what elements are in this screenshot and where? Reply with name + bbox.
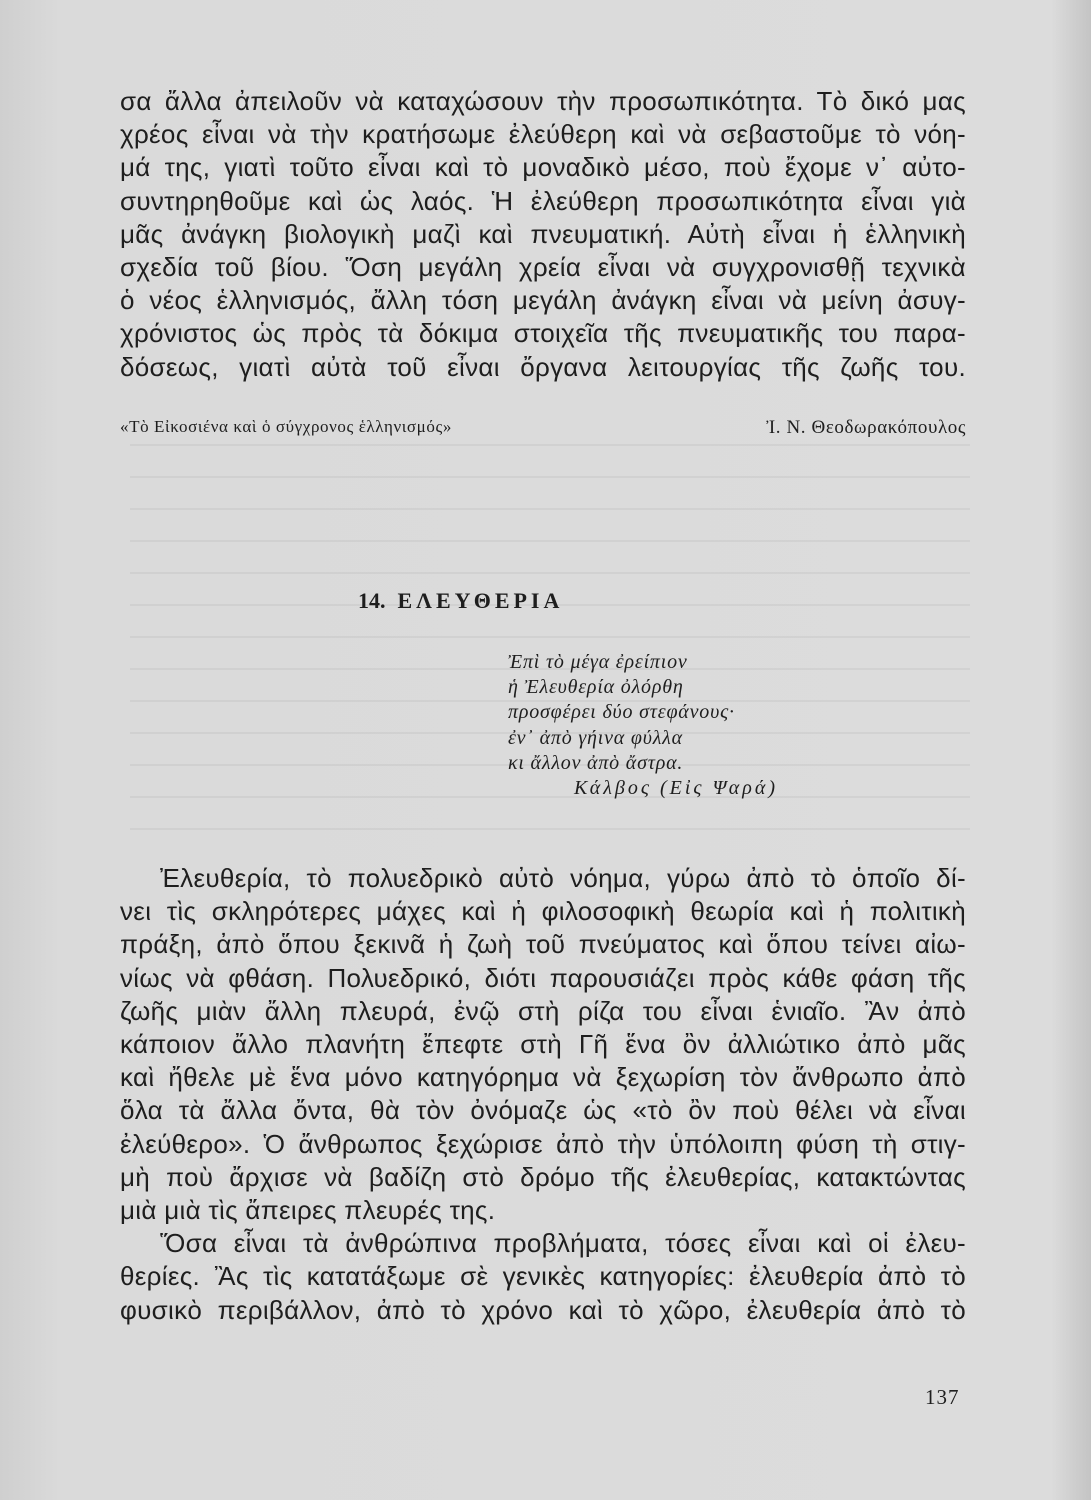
text-line: Ὅσα εἶναι τὰ ἀνθρώπινα προβλήματα, τόσες εἶναι καὶ οἱ ἐλευ- [160,1228,966,1259]
text-line: ὁ νέος ἑλληνισμός, ἄλλη τόση μεγάλη ἀνάγκη εἶναι νὰ μείνη ἀσυγ- [120,285,966,316]
text-line: καὶ ἤθελε μὲ ἕνα μόνο κατηγόρημα νὰ ξεχωρίση τὸν ἄνθρωπο ἀπὸ [120,1062,966,1093]
body-text [120,862,966,1327]
text-line: ὅλα τὰ ἄλλα ὄντα, θὰ τὸν ὀνόμαζε ὡς «τὸ ὂν ποὺ θέλει νὰ εἶναι [120,1095,966,1126]
text-line: Ἐλευθερία, τὸ πολυεδρικὸ αὐτὸ νόημα, γύρω ἀπὸ τὸ ὁποῖο δί- [160,863,966,893]
epigraph-line: ἡ Ἐλευθερία ὀλόρθη [508,676,684,699]
text-line: μιὰ μιὰ τὶς ἄπειρες πλευρές της. [120,1195,496,1226]
section-number: 14. [358,588,386,613]
text-line: σχεδία τοῦ βίου. Ὅση μεγάλη χρεία εἶναι νὰ συγχρονισθῇ τεχνικὰ [120,252,966,283]
page-number: 137 [925,1385,960,1409]
text-line: μὴ ποὺ ἄρχισε νὰ βαδίζη στὸ δρόμο τῆς ἐλευθερίας, κατακτώντας [120,1161,966,1192]
text-line: πράξη, ἀπὸ ὅπου ξεκινᾶ ἡ ζωὴ τοῦ πνεύματος καὶ ὅπου τείνει αἰω- [120,929,966,960]
section-title: ΕΛΕΥΘΕΡΙΑ [397,588,564,613]
text-line: φυσικὸ περιβάλλον, ἀπὸ τὸ χρόνο καὶ τὸ χῶρο, ἐλευθερία ἀπὸ τὸ [120,1294,966,1325]
text-line: μά της, γιατὶ τοῦτο εἶναι καὶ τὸ μοναδικὸ μέσο, ποὺ ἔχομε ν᾿ αὐτο- [120,152,966,183]
text-line: χρέος εἶναι νὰ τὴν κρατήσωμε ἐλεύθερη καὶ νὰ σεβαστοῦμε τὸ νόη- [120,119,966,150]
epigraph-line: Ἐπὶ τὸ μέγα ἐρείπιον [508,651,688,673]
epigraph-line: προσφέρει δύο στεφάνους· [508,701,735,724]
text-line: ἐλεύθερο». Ὁ ἄνθρωπος ξεχώρισε ἀπὸ τὴν ὑπόλοιπη φύση τὴ στιγ- [120,1128,966,1159]
text-line: χρόνιστος ὡς πρὸς τὰ δόκιμα στοιχεῖα τῆς πνευματικῆς του παρα- [120,318,966,349]
source-title: «Τὸ Εἰκοσιένα καὶ ὁ σύγχρονος ἑλληνισμός» [120,417,452,436]
epigraph-attribution: Κάλβος (Εἰς Ψαρά) [574,777,778,800]
text-line: δόσεως, γιατὶ αὐτὰ τοῦ εἶναι ὄργανα λειτουργίας τῆς ζωῆς του. [120,351,966,382]
epigraph-line: ἐν᾿ ἀπὸ γήινα φύλλα [508,726,683,749]
text-line: νει τὶς σκληρότερες μάχες καὶ ἡ φιλοσοφικὴ θεωρία καὶ ἡ πολιτικὴ [120,896,966,927]
source-citation [120,417,966,439]
text-line: μᾶς ἀνάγκη βιολογικὴ μαζὶ καὶ πνευματική. Αὐτὴ εἶναι ἡ ἑλληνικὴ [120,218,966,249]
intro-paragraph [120,85,966,384]
text-line: κάποιον ἄλλο πλανήτη ἔπεφτε στὴ Γῆ ἕνα ὂν ἀλλιώτικο ἀπὸ μᾶς [120,1029,966,1060]
epigraph [508,650,778,801]
text-line: νίως νὰ φθάση. Πολυεδρικό, διότι παρουσιάζει πρὸς κάθε φάση τῆς [120,962,966,993]
text-line: συντηρηθοῦμε καὶ ὡς λαός. Ἡ ἐλεύθερη προσωπικότητα εἶναι γιὰ [120,185,966,216]
source-author: Ἰ. Ν. Θεοδωρακόπουλος [766,417,966,438]
text-line: σα ἄλλα ἀπειλοῦν νὰ καταχώσουν τὴν προσωπικότητα. Τὸ δικό μας [120,86,966,116]
text-line: θερίες. Ἂς τὶς κατατάξωμε σὲ γενικὲς κατηγορίες: ἐλευθερία ἀπὸ τὸ [120,1261,966,1292]
text-line: ζωῆς μιὰν ἄλλη πλευρά, ἐνῷ στὴ ρίζα του εἶναι ἑνιαῖο. Ἂν ἀπὸ [120,995,966,1026]
epigraph-line: κι ἄλλον ἀπὸ ἄστρα. [508,751,684,774]
section-heading [358,588,563,614]
